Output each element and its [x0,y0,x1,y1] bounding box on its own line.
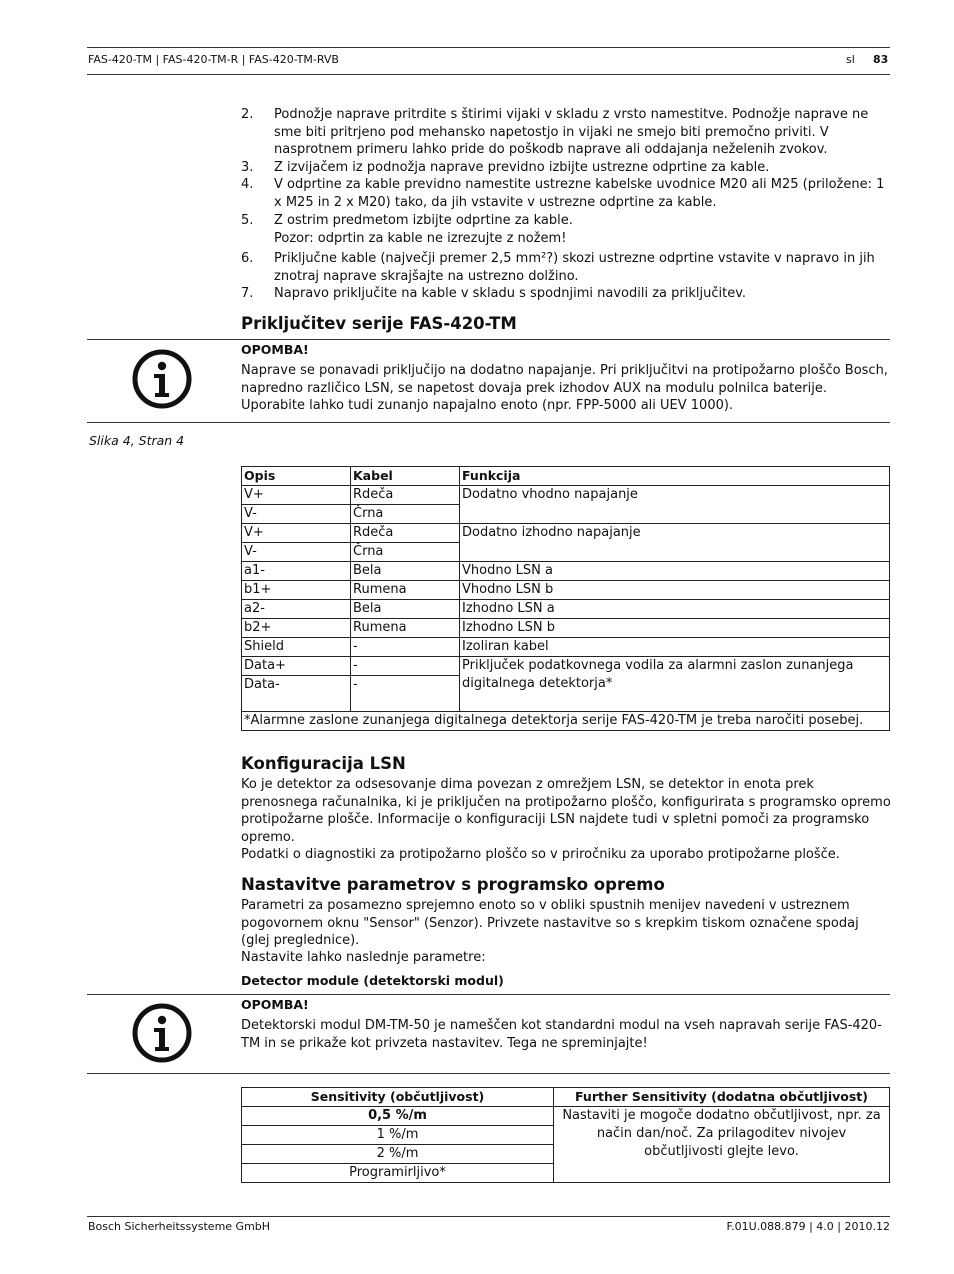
step-text: V odprtine za kable previdno namestite ustrezne kabelske uvodnice M20 ali M25 (priložene: 1 x M25 in 2 x M20) tako, da jih vstavite v ustrezne odprtine za kable. [274,177,885,210]
step-text: Podnožje naprave pritrdite s štirimi vijaki v skladu z vrsto namestitve. Podnožje naprave ne sme biti pritrjeno pod mehansko napetostjo in vijaki ne smejo biti premočno priviti. V nasprotnem primeru lahko pride do poškodb naprave ali oddajanja neželenih zvokov. [274,107,869,157]
sensitivity-value: Programirljivo* [242,1164,554,1183]
table-row [242,638,890,657]
sensitivity-value: 1 %/m [242,1126,554,1145]
table-header: Opis [242,467,351,486]
cell-cable: Rdeča [351,486,460,505]
table-header: Further Sensitivity (dodatna občutljivost) [554,1088,890,1107]
table-row [242,562,890,581]
cell-desc: a2- [242,600,351,619]
note-text: Naprave se ponavadi priključijo na dodatno napajanje. Pri priključitvi na protipožarno ploščo Bosch, napredno različico LSN, se napetost dovaja prek izhodov AUX na modulu polnilca baterije. Uporabite lahko tudi zunanjo napajalno enoto (npr. FPP-5000 ali UEV 1000). [241,363,888,413]
detector-module-subheading: Detector module (detektorski modul) [241,973,504,988]
step-number: 2. [241,107,254,122]
lsn-paragraph-2: Podatki o diagnostiki za protipožarno ploščo so v priročniku za uporabo protipožarne plošče. [241,847,840,862]
note-top-rule [87,339,890,340]
cell-desc: V- [242,543,351,562]
table-row [242,486,890,505]
cell-desc: V- [242,505,351,524]
info-icon [132,349,192,409]
table-footnote: *Alarmne zaslone zunanjega digitalnega detektorja serije FAS-420-TM je treba naročiti posebej. [242,712,890,731]
table-row [242,657,890,676]
cell-cable: Rdeča [351,524,460,543]
header-lang: sl [846,53,855,66]
cell-function: Dodatno vhodno napajanje [460,486,890,524]
note-bottom-rule [87,422,890,423]
footer-rule [87,1216,890,1217]
step-6 [241,250,891,285]
step-number: 4. [241,177,254,192]
cell-cable: - [351,657,460,676]
note-text: Detektorski modul DM-TM-50 je nameščen kot standardni modul na vseh napravah serije FAS-420-TM in se prikaže kot privzeta nastavitev. Tega ne spreminjajte! [241,1018,882,1051]
table-header: Kabel [351,467,460,486]
cell-function: Dodatno izhodno napajanje [460,524,890,562]
connection-table [241,466,890,731]
step-number: 5. [241,213,254,228]
cell-function: Vhodno LSN a [460,562,890,581]
page-number: 83 [873,53,889,66]
step-2 [241,106,891,159]
section-heading-lsn: Konfiguracija LSN [241,754,406,773]
cell-desc: Shield [242,638,351,657]
note-title: OPOMBA! [241,997,309,1012]
cell-cable: Rumena [351,581,460,600]
cell-cable: - [351,638,460,657]
sensitivity-default: 0,5 %/m [242,1107,554,1126]
header-bottom-rule [87,74,890,75]
params-paragraph-2: Nastavite lahko naslednje parametre: [241,950,486,965]
cell-desc: b1+ [242,581,351,600]
sensitivity-value: 2 %/m [242,1145,554,1164]
cell-function: Vhodno LSN b [460,581,890,600]
cell-desc: V+ [242,486,351,505]
step-number: 3. [241,160,254,175]
table-header: Sensitivity (občutljivost) [242,1088,554,1107]
cell-cable: - [351,676,460,712]
cell-desc: Data- [242,676,351,712]
info-icon [132,1003,192,1063]
header-title: FAS-420-TM | FAS-420-TM-R | FAS-420-TM-RVB [88,53,339,66]
params-paragraph-1: Parametri za posamezno sprejemno enoto so v obliki spustnih menijev navedeni v ustreznem pogovornem oknu "Sensor" (Senzor). Privzete nastavitve so s krepkim tiskom označene spodaj (glej preglednice). [241,898,859,948]
table-row [242,600,890,619]
cell-desc: V+ [242,524,351,543]
note-top-rule [87,994,890,995]
step-3 [241,159,891,177]
sensitivity-table [241,1087,890,1183]
note-title: OPOMBA! [241,342,309,357]
step-7 [241,285,891,303]
cell-function: Priključek podatkovnega vodila za alarmni zaslon zunanjega digitalnega detektorja* [460,657,890,712]
cell-function: Izoliran kabel [460,638,890,657]
further-sensitivity-text: Nastaviti je mogoče dodatno občutljivost, npr. za način dan/noč. Za prilagoditev nivojev občutljivosti glejte levo. [554,1107,890,1183]
cell-desc: b2+ [242,619,351,638]
cell-desc: Data+ [242,657,351,676]
table-header: Funkcija [460,467,890,486]
step-text: Napravo priključite na kable v skladu s spodnjimi navodili za priključitev. [274,286,747,301]
step-text: Priključne kable (največji premer 2,5 mm²?) skozi ustrezne odprtine vstavite v napravo in jih znotraj naprave skrajšajte na ustrezno dolžino. [274,251,875,284]
note-bottom-rule [87,1073,890,1074]
lsn-paragraph-1: Ko je detektor za odsesovanje dima povezan z omrežjem LSN, se detektor in enota prek prenosnega računalnika, ki je priključen na protipožarno ploščo, konfigurirata s programsko opremo protipožarne plošče. Informacije o konfiguraciji LSN najdete tudi v spletni pomoči za programsko opremo. [241,777,891,845]
figure-reference: Slika 4, Stran 4 [89,433,185,448]
step-text: Z ostrim predmetom izbijte odprtine za kable. [274,213,573,228]
step-text: Z izvijačem iz podnožja naprave previdno izbijte ustrezne odprtine za kable. [274,160,770,175]
step-4 [241,176,891,211]
table-row [242,619,890,638]
step-number: 7. [241,286,254,301]
table-row [242,1107,890,1126]
cell-cable: Bela [351,562,460,581]
cell-cable: Bela [351,600,460,619]
step-5 [241,212,891,247]
header-top-rule [87,47,890,48]
step-number: 6. [241,251,254,266]
table-row [242,581,890,600]
table-footnote-row [242,712,890,731]
cell-desc: a1- [242,562,351,581]
section-heading-connection: Priključitev serije FAS-420-TM [241,314,517,333]
step-warning: Pozor: odprtin za kable ne izrezujte z nožem! [274,230,567,246]
cell-function: Izhodno LSN b [460,619,890,638]
footer-company: Bosch Sicherheitssysteme GmbH [88,1220,271,1233]
cell-cable: Črna [351,543,460,562]
footer-doc-id: F.01U.088.879 | 4.0 | 2010.12 [726,1220,890,1233]
section-heading-params: Nastavitve parametrov s programsko opremo [241,875,665,894]
cell-function: Izhodno LSN a [460,600,890,619]
cell-cable: Črna [351,505,460,524]
table-row [242,524,890,543]
cell-cable: Rumena [351,619,460,638]
